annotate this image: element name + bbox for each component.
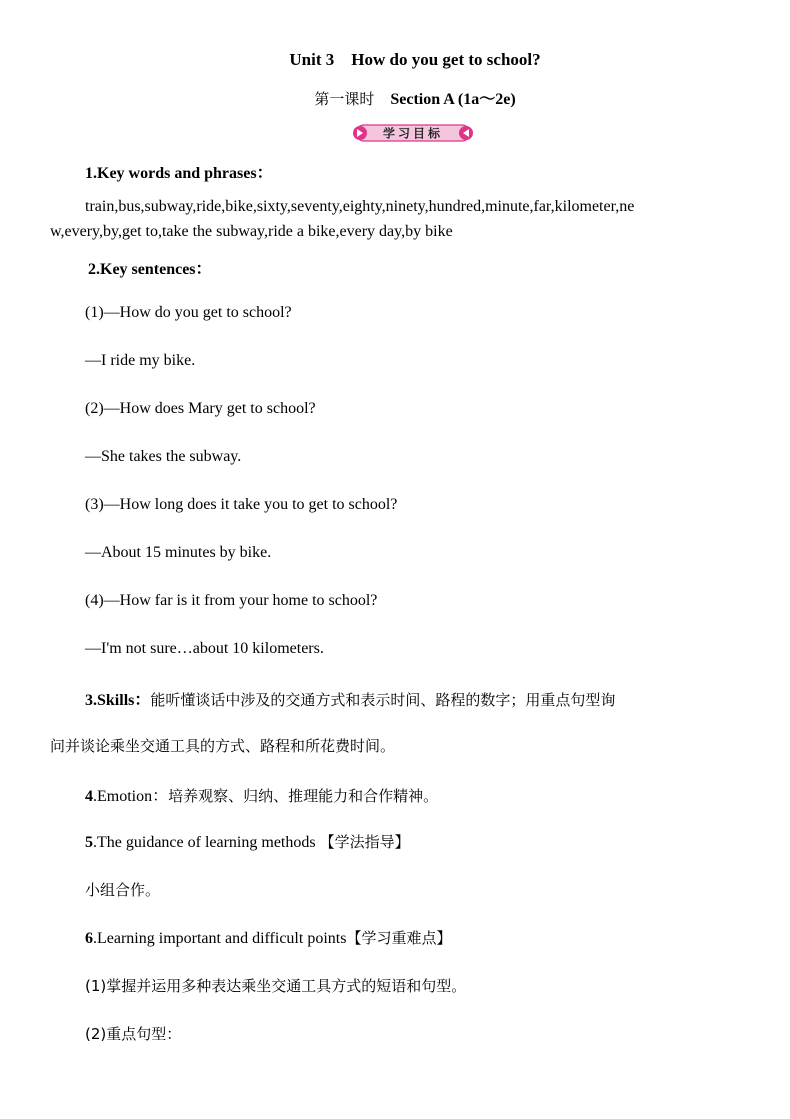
skills-line-1: 3.Skills：能听懂谈话中涉及的交通方式和表示时间、路程的数字；用重点句型询 (85, 691, 616, 709)
lesson-label: 第一课时 (314, 90, 375, 108)
sentence-4-question: (4)—How far is it from your home to school? (85, 592, 378, 609)
key-sentences-label: 2.Key sentences： (88, 261, 212, 278)
skills-line-2: 问并谈论乘坐交通工具的方式、路程和所花费时间。 (50, 737, 396, 755)
emotion-line: 4.Emotion：培养观察、归纳、推理能力和合作精神。 (85, 787, 439, 805)
unit-number: Unit 3 (289, 50, 335, 69)
point-1: (1)掌握并运用多种表达乘坐交通工具方式的短语和句型。 (85, 977, 467, 995)
section-label: Section A (1a～2e) (390, 91, 516, 108)
key-words-list (50, 194, 740, 244)
important-points-line: 6.Learning important and difficult points【学习重难点】 (85, 929, 452, 947)
lesson-subtitle (0, 86, 790, 109)
unit-title (0, 50, 790, 70)
unit-question: How do you get to school? (351, 50, 541, 69)
sentence-4-answer: —I'm not sure…about 10 kilometers. (85, 640, 324, 657)
sentence-3-answer: —About 15 minutes by bike. (85, 544, 272, 561)
key-words-label: 1.Key words and phrases： (85, 165, 273, 182)
key-words-line-2: w,every,by,get to,take the subway,ride a bike,every day,by bike (50, 223, 453, 240)
sentence-3-question: (3)—How long does it take you to get to school? (85, 496, 398, 513)
guidance-line: 5.The guidance of learning methods 【学法指导】 (85, 833, 410, 851)
key-words-line-1: train,bus,subway,ride,bike,sixty,seventy,eighty,ninety,hundred,minute,far,kilometer,ne (85, 198, 635, 215)
sentence-2-answer: —She takes the subway. (85, 448, 242, 465)
point-2: (2)重点句型： (85, 1025, 182, 1043)
learning-goals-banner (350, 123, 476, 143)
sentence-1-question: (1)—How do you get to school? (85, 304, 292, 321)
guidance-text: 小组合作。 (85, 881, 161, 899)
learning-goals-banner-graphic (350, 123, 476, 143)
sentence-1-answer: —I ride my bike. (85, 352, 196, 369)
banner-text: 学习目标 (382, 126, 444, 141)
sentence-2-question: (2)—How does Mary get to school? (85, 400, 316, 417)
